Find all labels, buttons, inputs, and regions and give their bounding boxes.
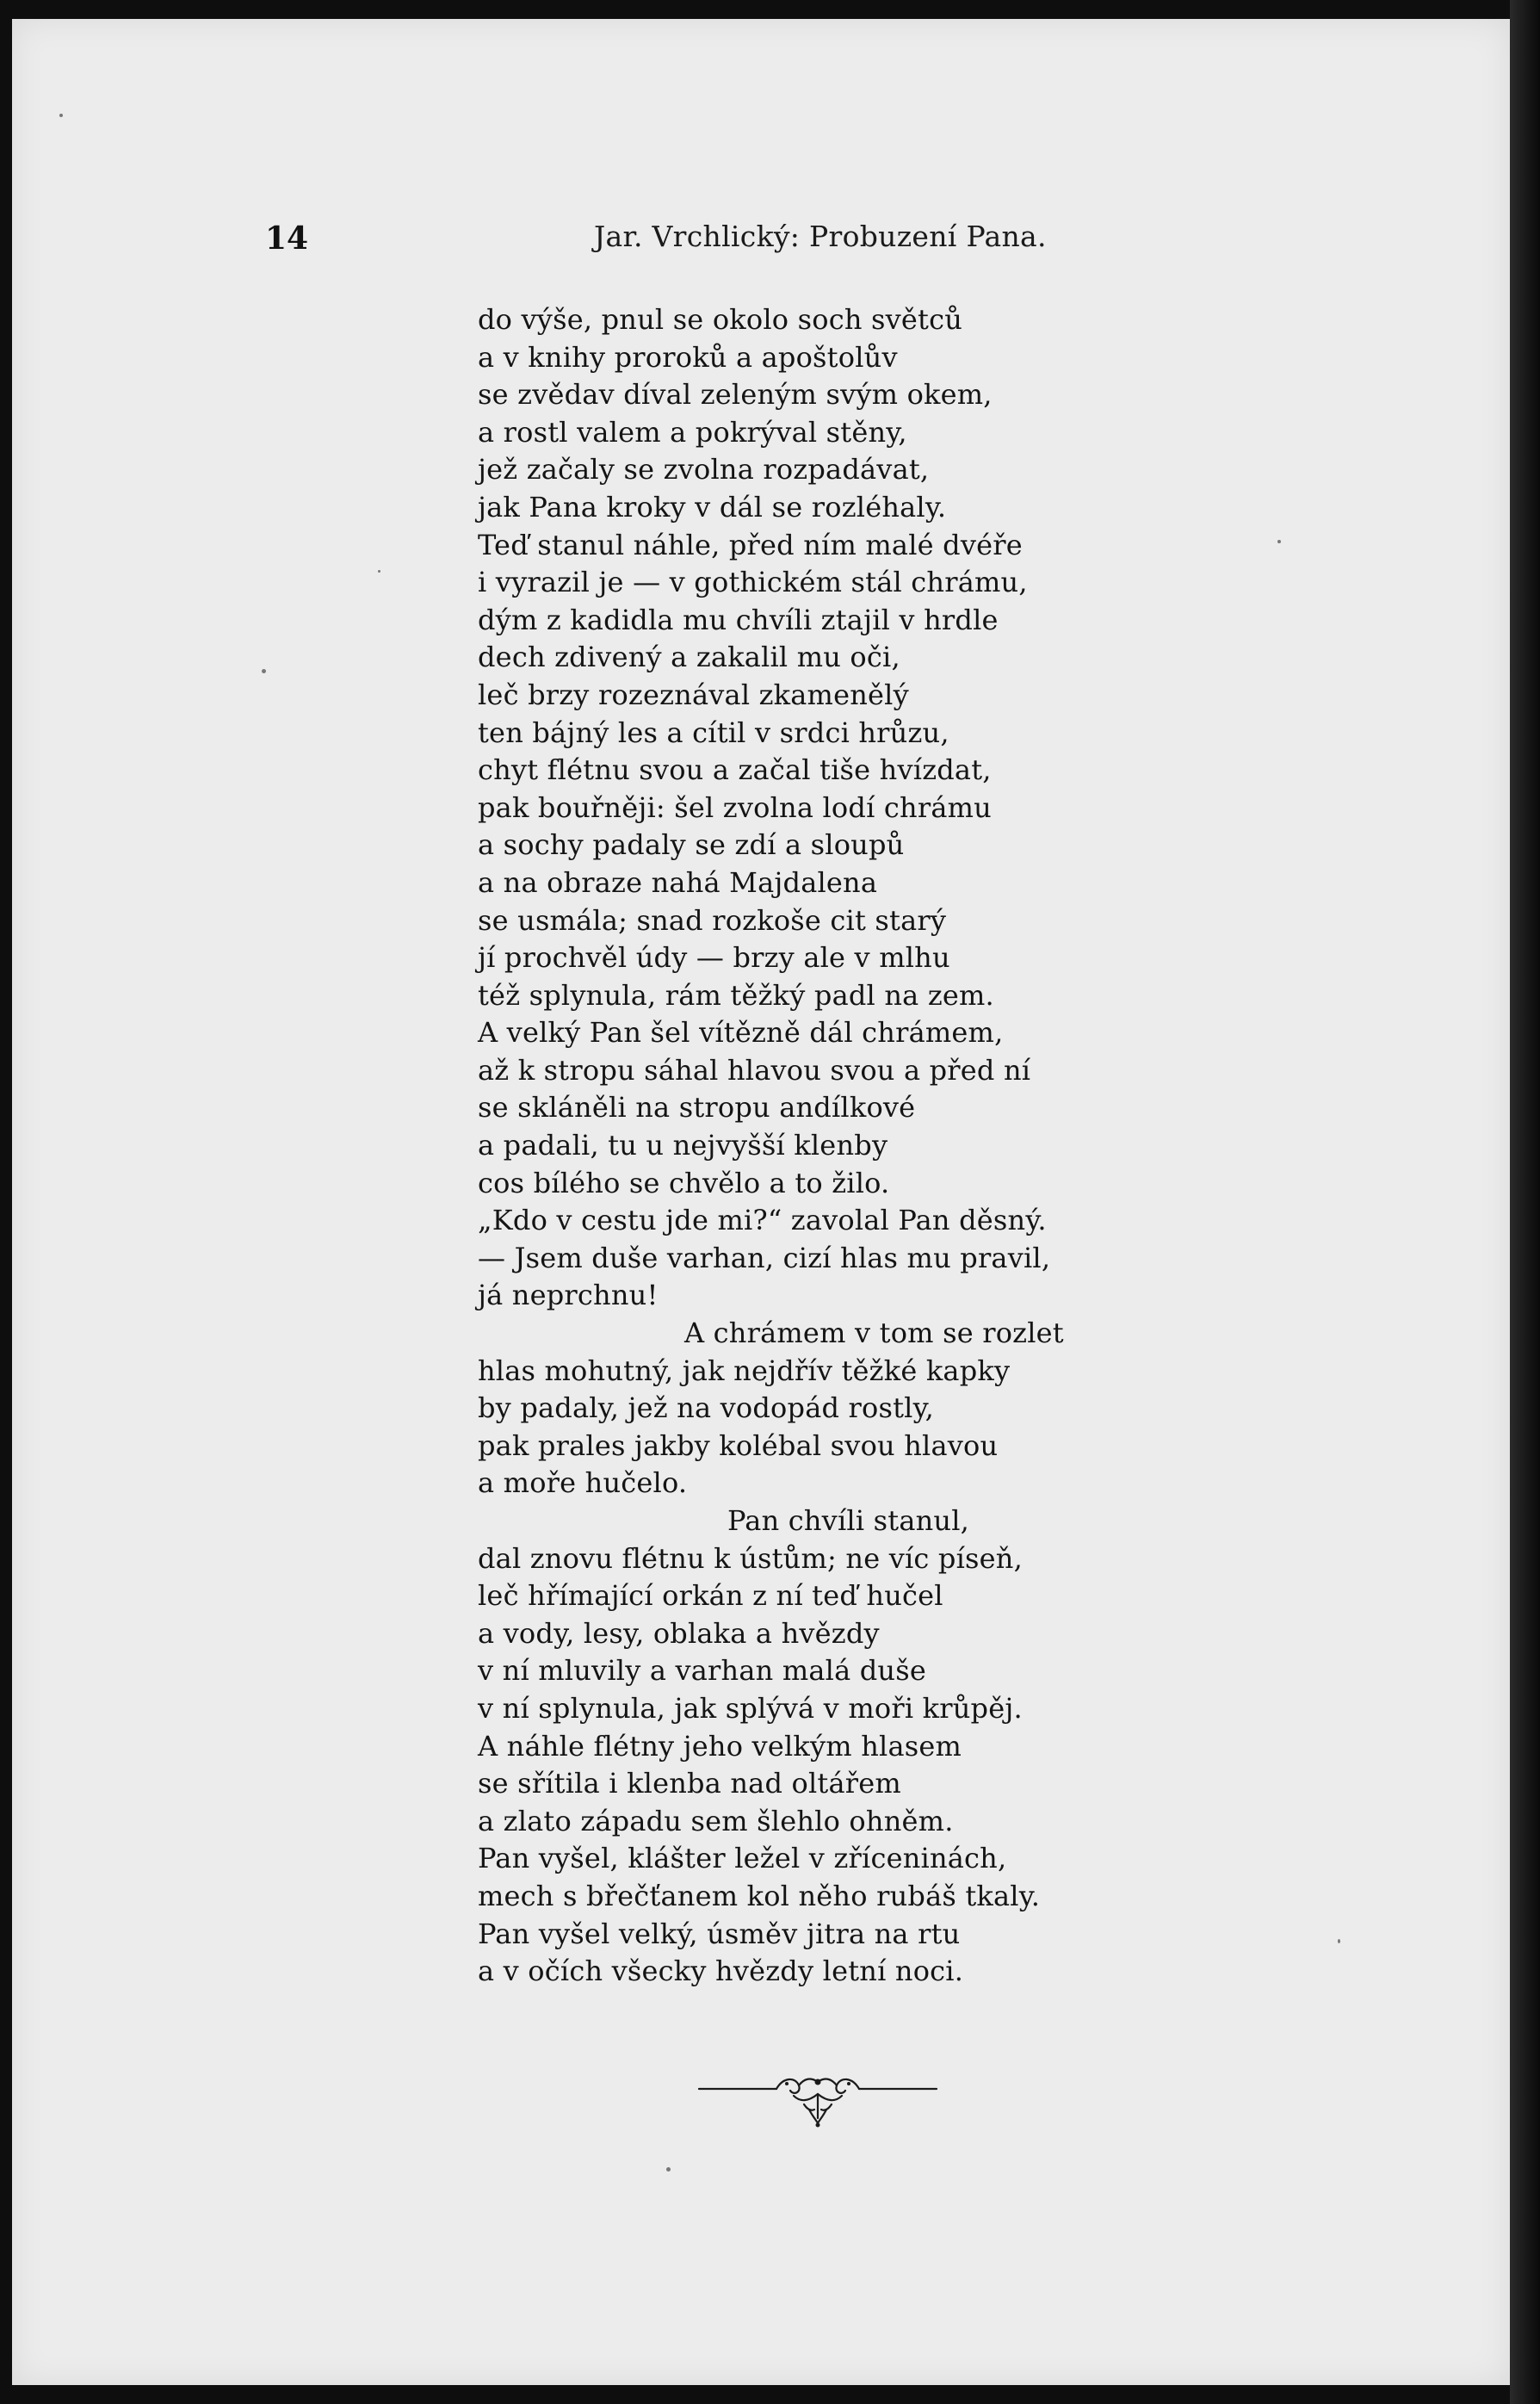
poem-line: já neprchnu! xyxy=(478,1279,659,1312)
poem-line: a vody, lesy, oblaka a hvězdy xyxy=(478,1616,880,1650)
paper-speck xyxy=(1338,1939,1340,1943)
poem-line: se sřítila i klenba nad oltářem xyxy=(478,1767,901,1800)
poem-line: „Kdo v cestu jde mi?“ zavolal Pan děsný. xyxy=(478,1204,1047,1237)
poem-text xyxy=(478,301,1166,1991)
poem-line: a padali, tu u nejvyšší klenby xyxy=(478,1129,888,1162)
poem-line: cos bílého se chvělo a to žilo. xyxy=(478,1166,890,1199)
poem-line: Pan vyšel, klášter ležel v zříceninách, xyxy=(478,1842,1007,1875)
poem-line: a sochy padaly se zdí a sloupů xyxy=(478,828,905,862)
running-title: Jar. Vrchlický: Probuzení Pana. xyxy=(594,220,1047,253)
poem-line: chyt flétnu svou a začal tiše hvízdat, xyxy=(478,753,992,787)
poem-line: ten bájný les a cítil v srdci hrůzu, xyxy=(478,716,949,749)
book-edge-shadow xyxy=(1510,0,1540,2404)
poem-line: — Jsem duše varhan, cizí hlas mu pravil, xyxy=(478,1241,1051,1274)
poem-line: dal znovu flétnu k ústům; ne víc píseň, xyxy=(478,1541,1023,1575)
poem-line: Pan chvíli stanul, xyxy=(727,1504,970,1537)
poem-line: a moře hučelo. xyxy=(478,1466,688,1500)
poem-line: a rostl valem a pokrýval stěny, xyxy=(478,415,907,449)
paper-speck xyxy=(378,570,380,573)
poem-line: jí prochvěl údy — brzy ale v mlhu xyxy=(478,941,950,975)
paper-speck xyxy=(262,669,266,673)
poem-line: mech s břečťanem kol něho rubáš tkaly. xyxy=(478,1879,1041,1912)
poem-line: Pan vyšel velký, úsměv jitra na rtu xyxy=(478,1917,961,1950)
poem-line: i vyrazil je — v gothickém stál chrámu, xyxy=(478,566,1028,599)
poem-line: by padaly, jež na vodopád rostly, xyxy=(478,1391,935,1425)
poem-line: dým z kadidla mu chvíli ztajil v hrdle xyxy=(478,603,999,636)
poem-line: a na obraze nahá Majdalena xyxy=(478,865,878,899)
poem-line: dech zdivený a zakalil mu oči, xyxy=(478,641,900,674)
poem-line: též splynula, rám těžký padl na zem. xyxy=(478,978,994,1012)
paper-speck xyxy=(1277,540,1281,543)
poem-line: v ní mluvily a varhan malá duše xyxy=(478,1654,926,1688)
poem-line: do výše, pnul se okolo soch světců xyxy=(478,303,963,336)
paper-speck xyxy=(666,2167,671,2172)
poem-line: a v očích všecky hvězdy letní noci. xyxy=(478,1955,964,1988)
poem-line: pak bouřněji: šel zvolna lodí chrámu xyxy=(478,790,992,824)
poem-line: se skláněli na stropu andílkové xyxy=(478,1091,916,1125)
poem-line: A velký Pan šel vítězně dál chrámem, xyxy=(478,1016,1004,1050)
poem-line: jak Pana kroky v dál se rozléhaly. xyxy=(478,490,947,524)
poem-line: Teď stanul náhle, před ním malé dvéře xyxy=(478,528,1023,561)
poem-line: se usmála; snad rozkoše cit starý xyxy=(478,903,947,937)
poem-line: jež začaly se zvolna rozpadávat, xyxy=(478,453,930,486)
poem-line: v ní splynula, jak splývá v moři krůpěj. xyxy=(478,1691,1023,1725)
page-number: 14 xyxy=(265,220,309,257)
poem-line: až k stropu sáhal hlavou svou a před ní xyxy=(478,1053,1031,1087)
poem-line: pak prales jakby kolébal svou hlavou xyxy=(478,1428,999,1462)
poem-line: leč brzy rozeznával zkamenělý xyxy=(478,678,909,711)
paper-speck xyxy=(59,114,63,117)
poem-line: a zlato západu sem šlehlo ohněm. xyxy=(478,1804,954,1837)
tailpiece-flourish-icon xyxy=(697,2065,938,2134)
poem-line: A náhle flétny jeho velkým hlasem xyxy=(478,1729,962,1763)
poem-line: leč hřímající orkán z ní teď hučel xyxy=(478,1579,943,1613)
poem-line: hlas mohutný, jak nejdřív těžké kapky xyxy=(478,1354,1011,1387)
poem-line: se zvědav díval zeleným svým okem, xyxy=(478,378,993,412)
poem-line: A chrámem v tom se rozlet xyxy=(684,1317,1064,1350)
poem-line: a v knihy proroků a apoštolův xyxy=(478,340,898,374)
